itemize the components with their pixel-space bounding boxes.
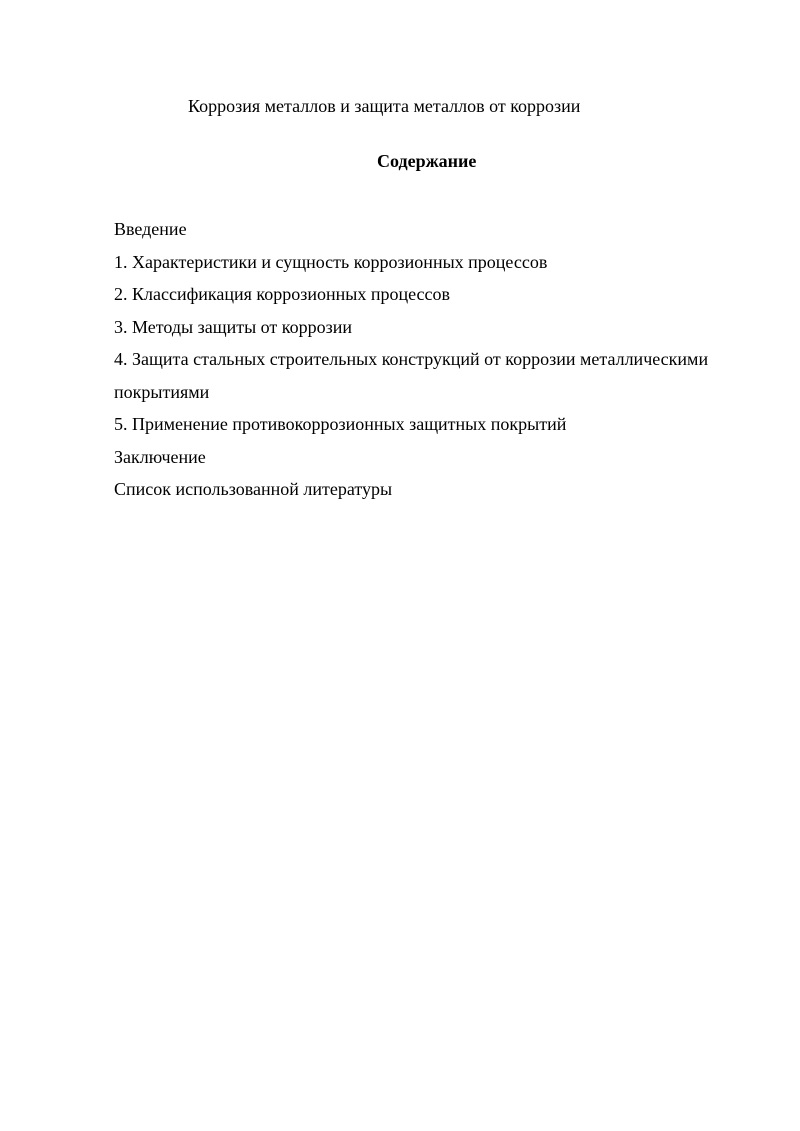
toc-item-section-2: 2. Классификация коррозионных процессов bbox=[114, 284, 451, 304]
table-of-contents bbox=[114, 213, 754, 506]
toc-item-section-4: 4. Защита стальных строительных конструкций от коррозии металлическими покрытиями bbox=[114, 349, 709, 402]
toc-item-section-1: 1. Характеристики и сущность коррозионных процессов bbox=[114, 251, 548, 272]
toc-item-references: Список использованной литературы bbox=[114, 479, 393, 499]
toc-item-conclusion: Заключение bbox=[114, 446, 206, 467]
document-title: Коррозия металлов и защита металлов от коррозии bbox=[188, 96, 581, 116]
toc-item-section-5: 5. Применение противокоррозионных защитных покрытий bbox=[114, 414, 567, 434]
toc-item-section-3: 3. Методы защиты от коррозии bbox=[114, 316, 353, 337]
toc-item-introduction: Введение bbox=[114, 219, 187, 239]
toc-heading: Содержание bbox=[377, 151, 477, 171]
